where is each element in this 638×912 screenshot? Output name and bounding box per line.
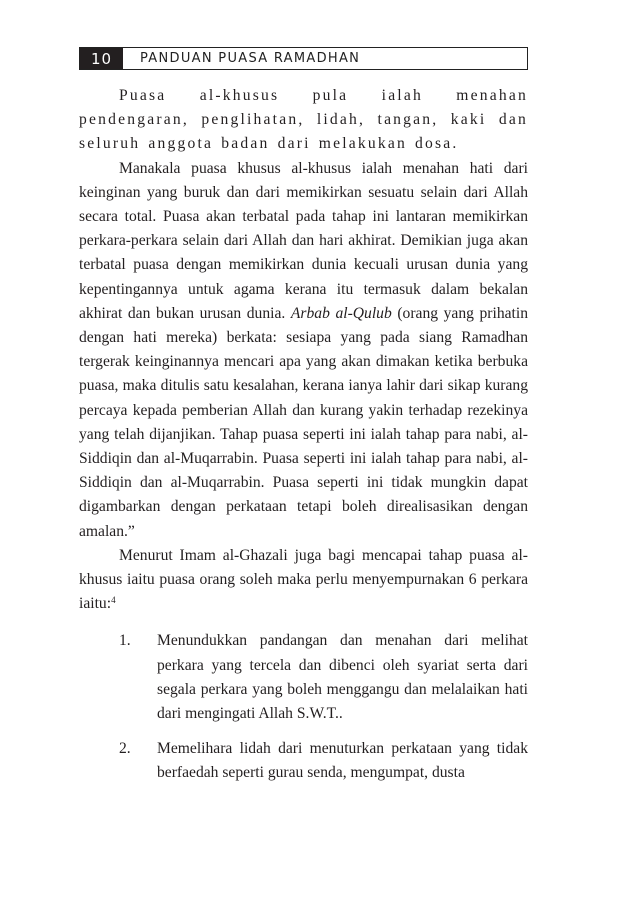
page-number: 10: [80, 48, 123, 69]
page-body: [79, 84, 528, 797]
running-title: PANDUAN PUASA RAMADHAN: [140, 51, 361, 66]
running-header: [79, 47, 528, 70]
list-item-number: 2.: [119, 740, 131, 758]
paragraph-2-continued: (orang yang prihatin dengan hati mereka) berkata: sesiapa yang pada siang Ramadhan tergerak keinginannya mencari apa yang akan dimakan ketika berbuka puasa, maka ditulis satu kesalahan, kerana ianya lahir dari sikap kurang percaya kepada pemberian Allah dan kurang yakin terhadap rezekinya yang telah dijanjikan. Tahap puasa seperti ini ialah tahap para nabi, al-Siddiqin dan al-Muqarrabin. Puasa seperti ini ialah tahap para nabi, al-Siddiqin dan al-Muqarrabin. Puasa seperti ini tidak mungkin dapat digambarkan dengan perkataan tetapi boleh direalisasikan dengan amalan.”: [79, 304, 528, 540]
italic-term: Arbab al-Qulub: [290, 304, 392, 322]
list-item-number: 1.: [119, 632, 131, 650]
list-item-text: Menundukkan pandangan dan menahan dari melihat perkara yang tercela dan dibenci oleh syariat serta dari segala perkara yang boleh menggangu dan melalaikan hati dari mengingati Allah S.W.T..: [157, 632, 528, 723]
list-item: [79, 629, 528, 726]
paragraph-3-text: Menurut Imam al-Ghazali juga bagi mencapai tahap puasa al-khusus iaitu puasa orang soleh maka perlu menyempurnakan 6 perkara iaitu:: [79, 546, 528, 613]
paragraph-2: [79, 157, 528, 544]
numbered-list: [79, 629, 528, 785]
list-item-text: Memelihara lidah dari menuturkan perkataan yang tidak berfaedah seperti gurau senda, mengumpat, dusta: [157, 740, 528, 782]
list-item: [79, 737, 528, 785]
paragraph-3: [79, 544, 528, 617]
footnote-marker: 4: [111, 595, 116, 606]
paragraph-2-text: Manakala puasa khusus al-khusus ialah menahan hati dari keinginan yang buruk dan dari memikirkan sesuatu selain dari Allah secara total. Puasa akan terbatal pada tahap ini lantaran memikirkan perkara-perkara selain dari Allah dan hari akhirat. Demikian juga akan terbatal puasa dengan memikirkan dunia kecuali urusan dunia yang kepentingannya untuk agama kerana itu termasuk dalam bekalan akhirat dan bukan urusan dunia.: [79, 159, 528, 322]
paragraph-1: Puasa al-khusus pula ialah menahan pendengaran, penglihatan, lidah, tangan, kaki dan seluruh anggota badan dari melakukan dosa.: [79, 87, 528, 153]
